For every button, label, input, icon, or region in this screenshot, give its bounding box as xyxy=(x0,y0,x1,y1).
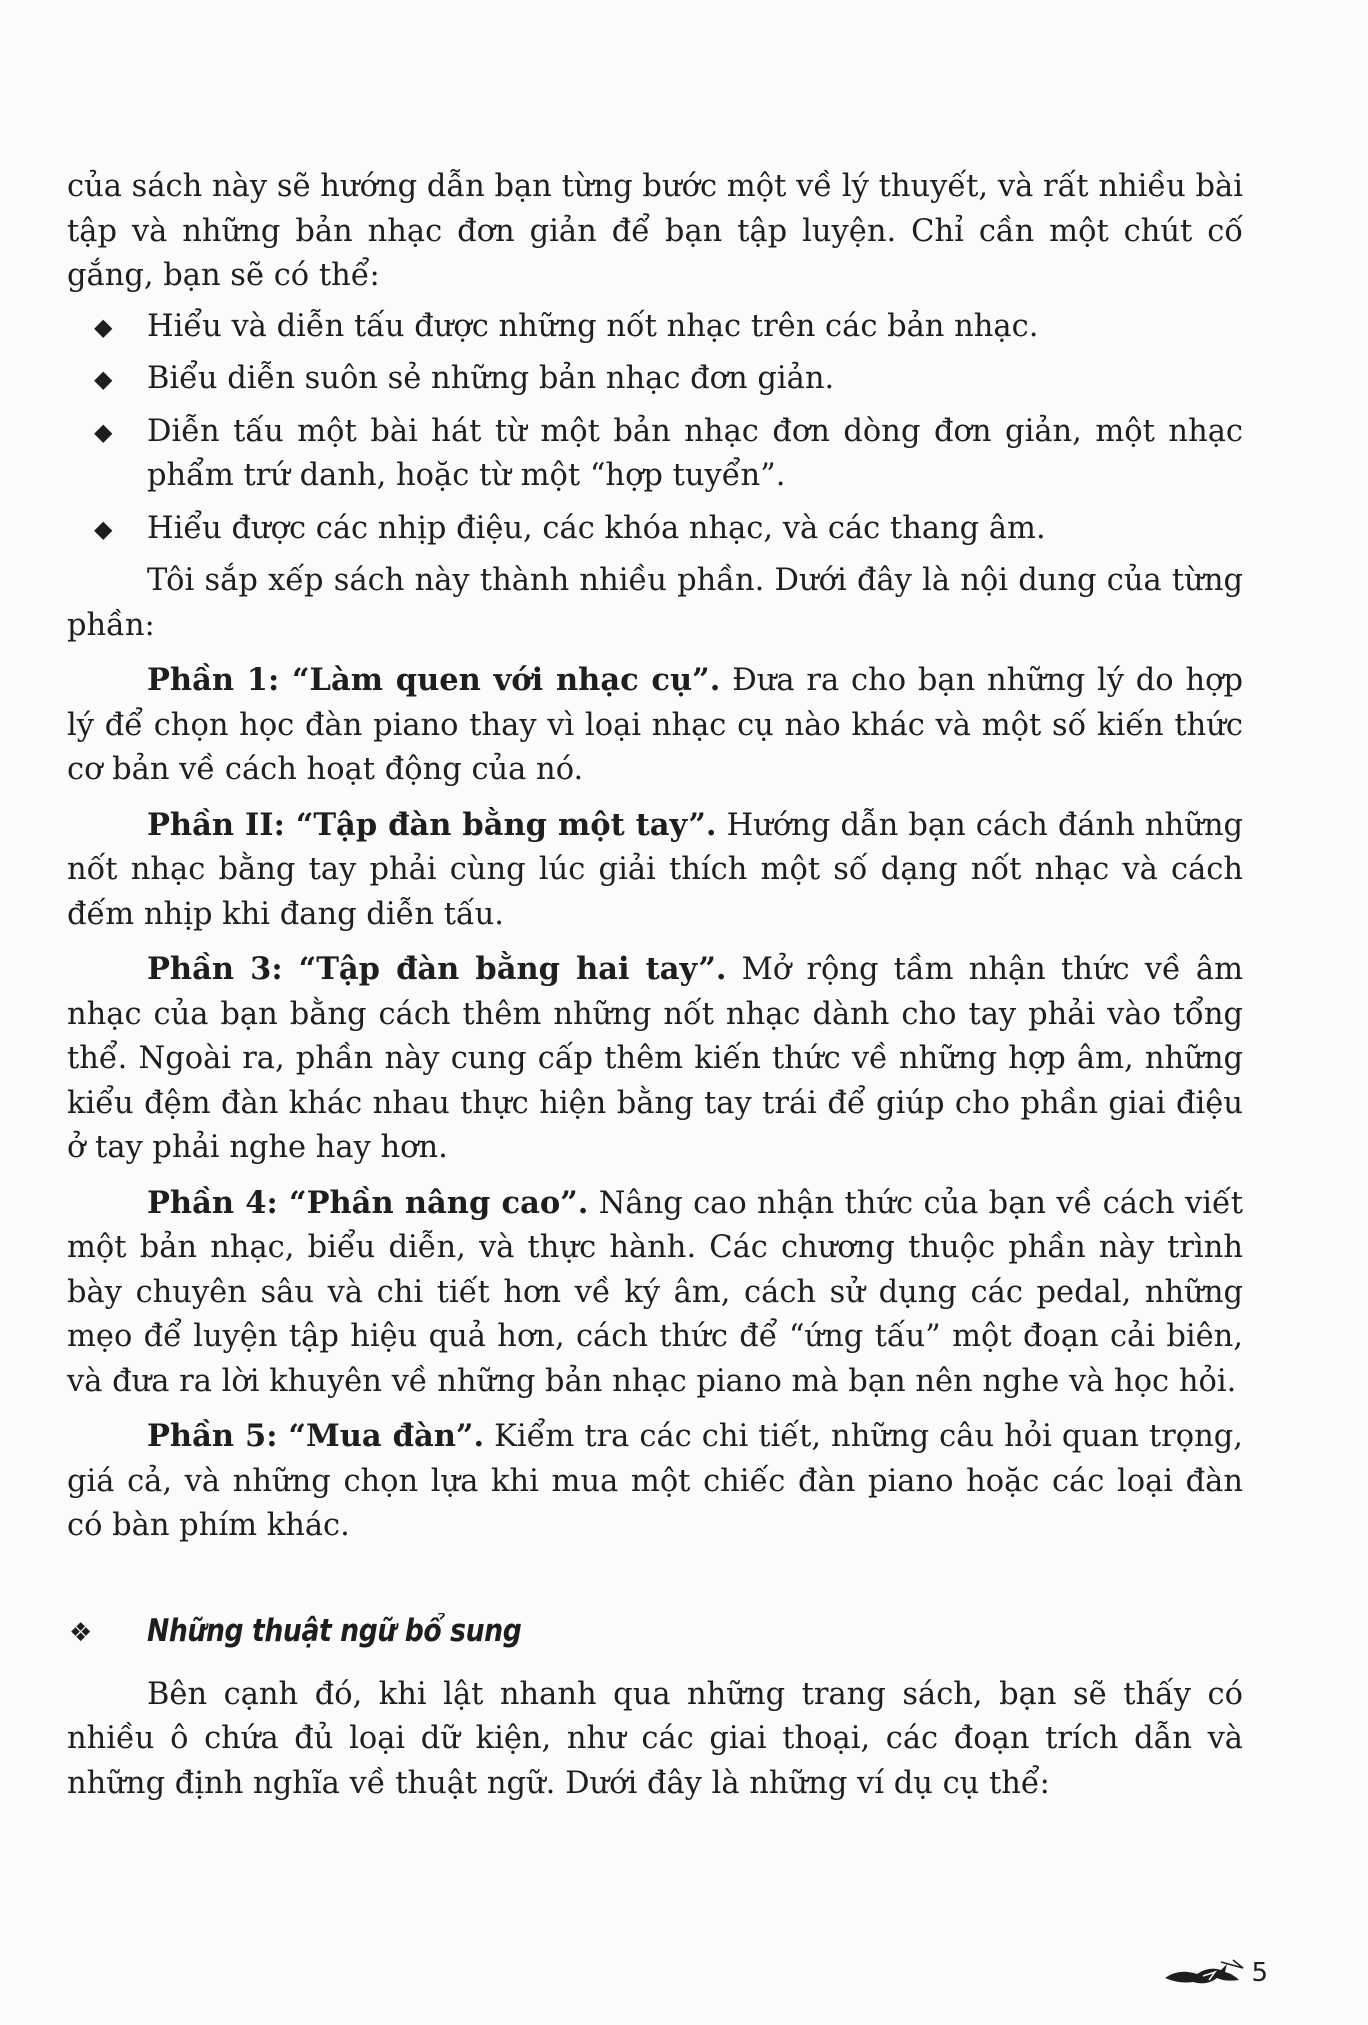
section-paragraph: Bên cạnh đó, khi lật nhanh qua những trang sách, bạn sẽ thấy có nhiều ô chứa đủ loại dữ kiện, như các giai thoại, các đoạn trích dẫn và những định nghĩa về thuật ngữ. Dưới đây là những ví dụ cụ thể: xyxy=(67,1676,1243,1801)
bullet-text: Diễn tấu một bài hát từ một bản nhạc đơn dòng đơn giản, một nhạc phẩm trứ danh, hoặc từ một “hợp tuyển”. xyxy=(147,413,1243,493)
fish-ornament-icon xyxy=(1163,1958,1245,1988)
diamond-ornament-icon: ❖ xyxy=(69,1617,93,1648)
diamond-bullet-icon: ◆ xyxy=(94,417,113,446)
bullet-list xyxy=(67,305,1243,552)
bullet-text: Hiểu và diễn tấu được những nốt nhạc trên các bản nhạc. xyxy=(147,308,1039,344)
part-paragraph-5 xyxy=(67,1414,1243,1549)
bullet-item xyxy=(67,410,1243,499)
diamond-bullet-icon: ◆ xyxy=(94,365,113,393)
part-text: Mở rộng tầm nhận thức về âm nhạc của bạn bằng cách thêm những nốt nhạc dành cho tay phải vào tổng thể. Ngoài ra, phần này cung cấp thêm kiến thức về những hợp âm, những kiểu đệm đàn khác nhau thực hiện bằng tay trái để giúp cho phần giai điệu ở tay phải nghe hay hơn. xyxy=(67,952,1243,1165)
section-heading-text: Những thuật ngữ bổ sung xyxy=(147,1612,522,1649)
diamond-bullet-icon: ◆ xyxy=(94,514,113,543)
page-number: 5 xyxy=(1251,1957,1268,1988)
part-title: Phần II: “Tập đàn bằng một tay”. xyxy=(147,806,717,843)
page-footer xyxy=(1163,1951,1268,1996)
diamond-bullet-icon: ◆ xyxy=(94,312,113,341)
part-title: Phần 4: “Phần nâng cao”. xyxy=(147,1184,589,1221)
part-text: Đưa ra cho bạn những lý do hợp lý để chọn học đàn piano thay vì loại nhạc cụ nào khác và một số kiến thức cơ bản về cách hoạt động của nó. xyxy=(67,663,1243,787)
part-text: Hướng dẫn bạn cách đánh những nốt nhạc bằng tay phải cùng lúc giải thích một số dạng nốt nhạc và cách đếm nhịp khi đang diễn tấu. xyxy=(67,807,1243,932)
part-paragraph-4 xyxy=(67,1181,1243,1405)
part-title: Phần 5: “Mua đàn”. xyxy=(147,1418,485,1454)
part-text: Nâng cao nhận thức của bạn về cách viết một bản nhạc, biểu diễn, và thực hành. Các chương thuộc phần này trình bày chuyên sâu và chi tiết hơn về ký âm, cách sử dụng các pedal, những mẹo để luyện tập hiệu quả hơn, cách thức để “ứng tấu” một đoạn cải biên, và đưa ra lời khuyên về những bản nhạc piano mà bạn nên nghe và học hỏi. xyxy=(67,1185,1243,1399)
parts-intro-paragraph: Tôi sắp xếp sách này thành nhiều phần. Dưới đây là nội dung của từng phần: xyxy=(67,563,1243,643)
part-paragraph-3 xyxy=(67,947,1243,1171)
part-text: Kiểm tra các chi tiết, những câu hỏi quan trọng, giá cả, và những chọn lựa khi mua một chiếc đàn piano hoặc các loại đàn có bàn phím khác. xyxy=(67,1419,1243,1543)
part-paragraph-1 xyxy=(67,658,1243,793)
part-paragraph-2 xyxy=(67,803,1243,938)
bullet-item xyxy=(67,507,1243,552)
part-title: Phần 3: “Tập đàn bằng hai tay”. xyxy=(147,951,727,987)
bullet-text: Hiểu được các nhịp điệu, các khóa nhạc, và các thang âm. xyxy=(147,510,1046,546)
bullet-item xyxy=(67,305,1243,350)
intro-paragraph: của sách này sẽ hướng dẫn bạn từng bước một về lý thuyết, và rất nhiều bài tập và những bản nhạc đơn giản để bạn tập luyện. Chỉ cần một chút cố gắng, bạn sẽ có thể: xyxy=(67,169,1243,293)
part-title: Phần 1: “Làm quen với nhạc cụ”. xyxy=(147,662,721,698)
page-content xyxy=(67,165,1243,1806)
section-heading xyxy=(67,1609,1243,1659)
bullet-item xyxy=(67,357,1243,402)
bullet-text: Biểu diễn suôn sẻ những bản nhạc đơn giản. xyxy=(147,361,835,396)
